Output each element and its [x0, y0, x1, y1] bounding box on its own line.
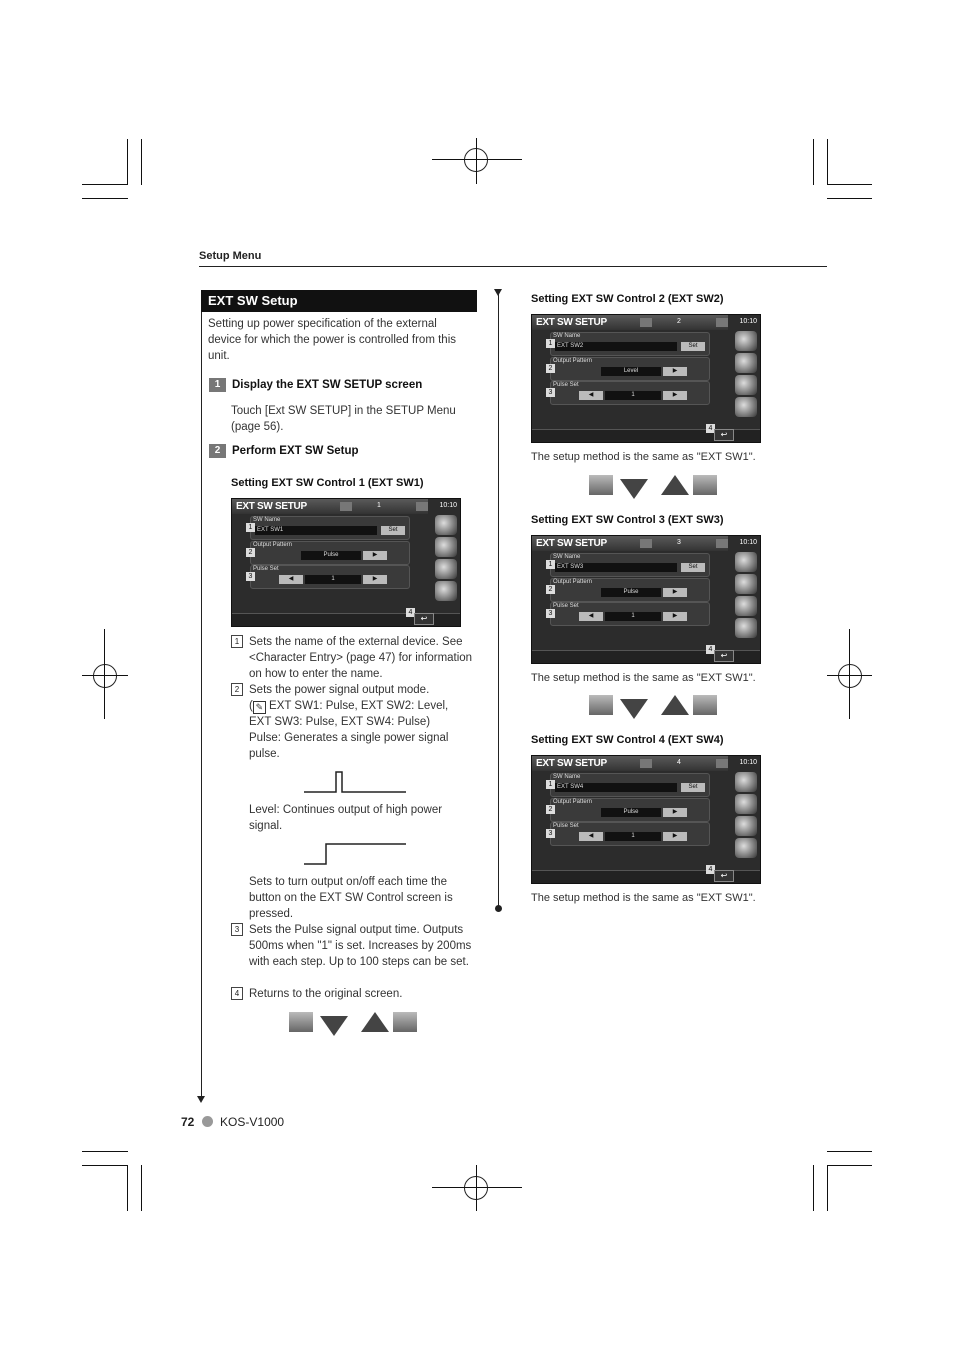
- return-button[interactable]: ↩: [714, 429, 734, 441]
- column-rule-middle: [498, 294, 499, 908]
- output-pattern-row: [250, 541, 410, 565]
- source-icon[interactable]: [435, 537, 457, 557]
- callout-1: 1: [546, 560, 555, 569]
- screen-number: 3: [677, 539, 681, 546]
- next-icon[interactable]: [716, 318, 728, 327]
- up-triangle-icon: [661, 475, 689, 495]
- return-button[interactable]: ↩: [714, 870, 734, 882]
- page-footer: [181, 1115, 284, 1129]
- next-icon[interactable]: [716, 539, 728, 548]
- crop-mark: [813, 1165, 814, 1211]
- page-number: 72: [181, 1115, 195, 1129]
- row-label: SW Name: [553, 333, 581, 339]
- control-2-heading: Setting EXT SW Control 2 (EXT SW2): [531, 293, 724, 305]
- return-button[interactable]: ↩: [414, 613, 434, 625]
- crop-mark: [827, 198, 872, 199]
- next-button[interactable]: ▶: [663, 612, 687, 621]
- setup-icon[interactable]: [735, 618, 757, 638]
- level-waveform: [300, 840, 408, 868]
- down-triangle-icon: [620, 479, 648, 499]
- row-label: SW Name: [553, 774, 581, 780]
- row-label: Output Pattern: [253, 542, 293, 548]
- pulse-value: 1: [305, 575, 361, 584]
- list-item-1: [231, 634, 476, 684]
- play-icon: [589, 695, 613, 715]
- crop-mark: [141, 139, 142, 185]
- callout-3: 3: [546, 829, 555, 838]
- set-button[interactable]: Set: [381, 526, 405, 535]
- callout-1: 1: [546, 339, 555, 348]
- pulse-set-row: [250, 565, 410, 589]
- pulse-set-row: [550, 822, 710, 846]
- output-pattern-row: [550, 578, 710, 602]
- prev-icon[interactable]: [640, 318, 652, 327]
- output-pattern-row: [550, 357, 710, 381]
- prev-button[interactable]: ◀: [279, 575, 303, 584]
- next-button[interactable]: ▶: [663, 367, 687, 376]
- same-method-note: The setup method is the same as "EXT SW1".: [531, 451, 756, 463]
- next-button[interactable]: ▶: [363, 575, 387, 584]
- callout-1: 1: [246, 523, 255, 532]
- crop-mark: [82, 1165, 128, 1166]
- step-1-body: Touch [Ext SW SETUP] in the SETUP Menu (page 56).: [231, 405, 456, 433]
- screen-title: EXT SW SETUP: [236, 501, 307, 512]
- next-button[interactable]: ▶: [663, 588, 687, 597]
- registration-mark: [104, 629, 105, 719]
- menu-icon[interactable]: [735, 331, 757, 351]
- step-1: [209, 378, 422, 392]
- up-triangle-icon: [361, 1012, 389, 1032]
- pattern-value: Level: [601, 367, 661, 376]
- ext-sw-screen: [231, 498, 461, 627]
- registration-mark: [93, 664, 117, 688]
- prev-icon[interactable]: [640, 539, 652, 548]
- setup-icon[interactable]: [735, 838, 757, 858]
- pattern-value: Pulse: [301, 551, 361, 560]
- sw-name-value: EXT SW2: [555, 342, 677, 351]
- callout-4: 4: [706, 645, 715, 654]
- ext-sw-screen: [531, 535, 761, 664]
- menu-icon[interactable]: [435, 515, 457, 535]
- registration-mark: [432, 1187, 522, 1188]
- rewind-icon: [693, 475, 717, 495]
- pattern-value: Pulse: [601, 588, 661, 597]
- registration-mark: [432, 159, 522, 160]
- callout-2: 2: [546, 364, 555, 373]
- crop-mark: [813, 139, 814, 185]
- callout-2: 2: [546, 585, 555, 594]
- clock: 10:10: [739, 759, 757, 766]
- crop-mark: [827, 1165, 828, 1211]
- row-label: Pulse Set: [553, 603, 579, 609]
- set-button[interactable]: Set: [681, 783, 705, 792]
- item-number: 2: [231, 683, 243, 696]
- step-title: Display the EXT SW SETUP screen: [232, 379, 423, 391]
- screen-title: EXT SW SETUP: [536, 538, 607, 549]
- set-button[interactable]: Set: [681, 342, 705, 351]
- output-pattern-row: [550, 798, 710, 822]
- set-button[interactable]: Set: [681, 563, 705, 572]
- play-icon: [589, 475, 613, 495]
- callout-2: 2: [246, 548, 255, 557]
- item-number: 3: [231, 923, 243, 936]
- step-number: 1: [209, 378, 226, 392]
- sw-name-value: EXT SW3: [555, 563, 677, 572]
- item-text: Sets the name of the external device. See <Character Entry> (page 47) for information on how to enter the name.: [249, 636, 473, 680]
- screen-number: 1: [377, 502, 381, 509]
- audio-icon[interactable]: [435, 559, 457, 579]
- up-triangle-icon: [661, 695, 689, 715]
- rewind-icon: [693, 695, 717, 715]
- row-label: Output Pattern: [553, 799, 593, 805]
- prev-button[interactable]: ◀: [579, 391, 603, 400]
- setup-icon[interactable]: [435, 581, 457, 601]
- page-nav-icons: [289, 1010, 421, 1038]
- clock: 10:10: [439, 502, 457, 509]
- ext-sw-screen: [531, 314, 761, 443]
- same-method-note: The setup method is the same as "EXT SW1".: [531, 672, 756, 684]
- header-rule: [199, 266, 827, 267]
- callout-3: 3: [546, 609, 555, 618]
- page-nav-icons: [589, 693, 721, 721]
- row-label: Output Pattern: [553, 358, 593, 364]
- control-4-heading: Setting EXT SW Control 4 (EXT SW4): [531, 734, 724, 746]
- next-button[interactable]: ▶: [663, 832, 687, 841]
- setup-icon[interactable]: [735, 397, 757, 417]
- callout-4: 4: [706, 424, 715, 433]
- item-text: Sets the power signal output mode.: [249, 684, 430, 696]
- arrow-down-icon: [494, 289, 502, 296]
- registration-mark: [838, 664, 862, 688]
- sw-name-row: [550, 553, 710, 577]
- end-dot: [495, 905, 502, 912]
- screen-number: 2: [677, 318, 681, 325]
- sw-name-value: EXT SW1: [255, 526, 377, 535]
- callout-3: 3: [546, 388, 555, 397]
- item-number: 1: [231, 635, 243, 648]
- model-name: KOS-V1000: [220, 1115, 285, 1129]
- crop-mark: [82, 198, 128, 199]
- pulse-set-row: [550, 602, 710, 626]
- sw-name-row: [550, 332, 710, 356]
- crop-mark: [827, 1151, 872, 1152]
- list-item-4: [231, 986, 476, 1004]
- pulse-value: 1: [605, 832, 661, 841]
- sw-name-row: [550, 773, 710, 797]
- pulse-waveform: [300, 768, 408, 796]
- item-text: Sets the Pulse signal output time. Outputs 500ms when "1" is set. Increases by 200ms with each step. Up to 100 steps can be set.: [249, 924, 472, 968]
- item-2-pulse: Pulse: Generates a single power signal pulse.: [249, 732, 449, 760]
- item-text: Returns to the original screen.: [249, 988, 403, 1000]
- audio-icon[interactable]: [735, 816, 757, 836]
- prev-icon[interactable]: [640, 759, 652, 768]
- clock: 10:10: [739, 539, 757, 546]
- audio-icon[interactable]: [735, 375, 757, 395]
- row-label: Pulse Set: [553, 382, 579, 388]
- callout-2: 2: [546, 805, 555, 814]
- return-button[interactable]: ↩: [714, 650, 734, 662]
- crop-mark: [827, 139, 828, 185]
- callout-3: 3: [246, 572, 255, 581]
- crop-mark: [127, 139, 128, 185]
- row-label: SW Name: [553, 554, 581, 560]
- list-item-3: [231, 922, 476, 988]
- prev-icon[interactable]: [340, 502, 352, 511]
- crop-mark: [82, 1151, 128, 1152]
- crop-mark: [127, 1165, 128, 1211]
- screen-title: EXT SW SETUP: [536, 758, 607, 769]
- registration-mark: [476, 1165, 477, 1211]
- down-triangle-icon: [620, 699, 648, 719]
- menu-icon[interactable]: [735, 552, 757, 572]
- row-label: Output Pattern: [553, 579, 593, 585]
- row-label: Pulse Set: [253, 566, 279, 572]
- next-button[interactable]: ▶: [663, 808, 687, 817]
- item-number: 4: [231, 987, 243, 1000]
- item-2-toggle: Sets to turn output on/off each time the button on the EXT SW Control screen is pressed.: [249, 876, 453, 920]
- step-2: [209, 444, 359, 458]
- clock: 10:10: [739, 318, 757, 325]
- row-label: Pulse Set: [553, 823, 579, 829]
- pulse-set-row: [550, 381, 710, 405]
- crop-mark: [827, 184, 872, 185]
- crop-mark: [141, 1165, 142, 1211]
- step-number: 2: [209, 444, 226, 458]
- row-label: SW Name: [253, 517, 281, 523]
- pulse-value: 1: [605, 391, 661, 400]
- registration-mark: [82, 675, 128, 676]
- note-icon: ✎: [253, 701, 266, 714]
- defaults-text: EXT SW1: Pulse, EXT SW2: Level, EXT SW3: Pulse, EXT SW4: Pulse): [249, 700, 449, 728]
- item-2-defaults: ( ✎ EXT SW1: Pulse, EXT SW2: Level, EXT SW3: Pulse, EXT SW4: Pulse): [249, 700, 449, 728]
- registration-mark: [476, 138, 477, 184]
- control-1-heading: Setting EXT SW Control 1 (EXT SW1): [231, 477, 424, 489]
- control-3-heading: Setting EXT SW Control 3 (EXT SW3): [531, 514, 724, 526]
- bullet-icon: [202, 1116, 213, 1127]
- source-icon[interactable]: [735, 574, 757, 594]
- prev-button[interactable]: ◀: [579, 612, 603, 621]
- same-method-note: The setup method is the same as "EXT SW1".: [531, 892, 756, 904]
- play-icon: [289, 1012, 313, 1032]
- prev-button[interactable]: ◀: [579, 832, 603, 841]
- section-title: EXT SW Setup: [201, 290, 477, 312]
- pattern-value: Pulse: [601, 808, 661, 817]
- crop-mark: [827, 1165, 872, 1166]
- page-nav-icons: [589, 473, 721, 501]
- screen-title: EXT SW SETUP: [536, 317, 607, 328]
- menu-icon[interactable]: [735, 772, 757, 792]
- intro-text: Setting up power specification of the external device for which the power is controlled from this unit.: [208, 318, 456, 362]
- callout-4: 4: [706, 865, 715, 874]
- ext-sw-screen: [531, 755, 761, 884]
- running-header: Setup Menu: [199, 250, 262, 262]
- item-2-level: Level: Continues output of high power signal.: [249, 804, 443, 832]
- rewind-icon: [393, 1012, 417, 1032]
- sw-name-row: [250, 516, 410, 540]
- source-icon[interactable]: [735, 353, 757, 373]
- sw-name-value: EXT SW4: [555, 783, 677, 792]
- source-icon[interactable]: [735, 794, 757, 814]
- callout-1: 1: [546, 780, 555, 789]
- next-icon[interactable]: [716, 759, 728, 768]
- callout-4: 4: [406, 608, 415, 617]
- registration-mark: [849, 629, 850, 719]
- pulse-value: 1: [605, 612, 661, 621]
- step-title: Perform EXT SW Setup: [232, 445, 359, 457]
- down-triangle-icon: [320, 1016, 348, 1036]
- audio-icon[interactable]: [735, 596, 757, 616]
- next-icon[interactable]: [416, 502, 428, 511]
- arrow-down-icon: [197, 1096, 205, 1103]
- next-button[interactable]: ▶: [363, 551, 387, 560]
- screen-number: 4: [677, 759, 681, 766]
- column-rule-left: [201, 312, 202, 1098]
- crop-mark: [82, 184, 128, 185]
- next-button[interactable]: ▶: [663, 391, 687, 400]
